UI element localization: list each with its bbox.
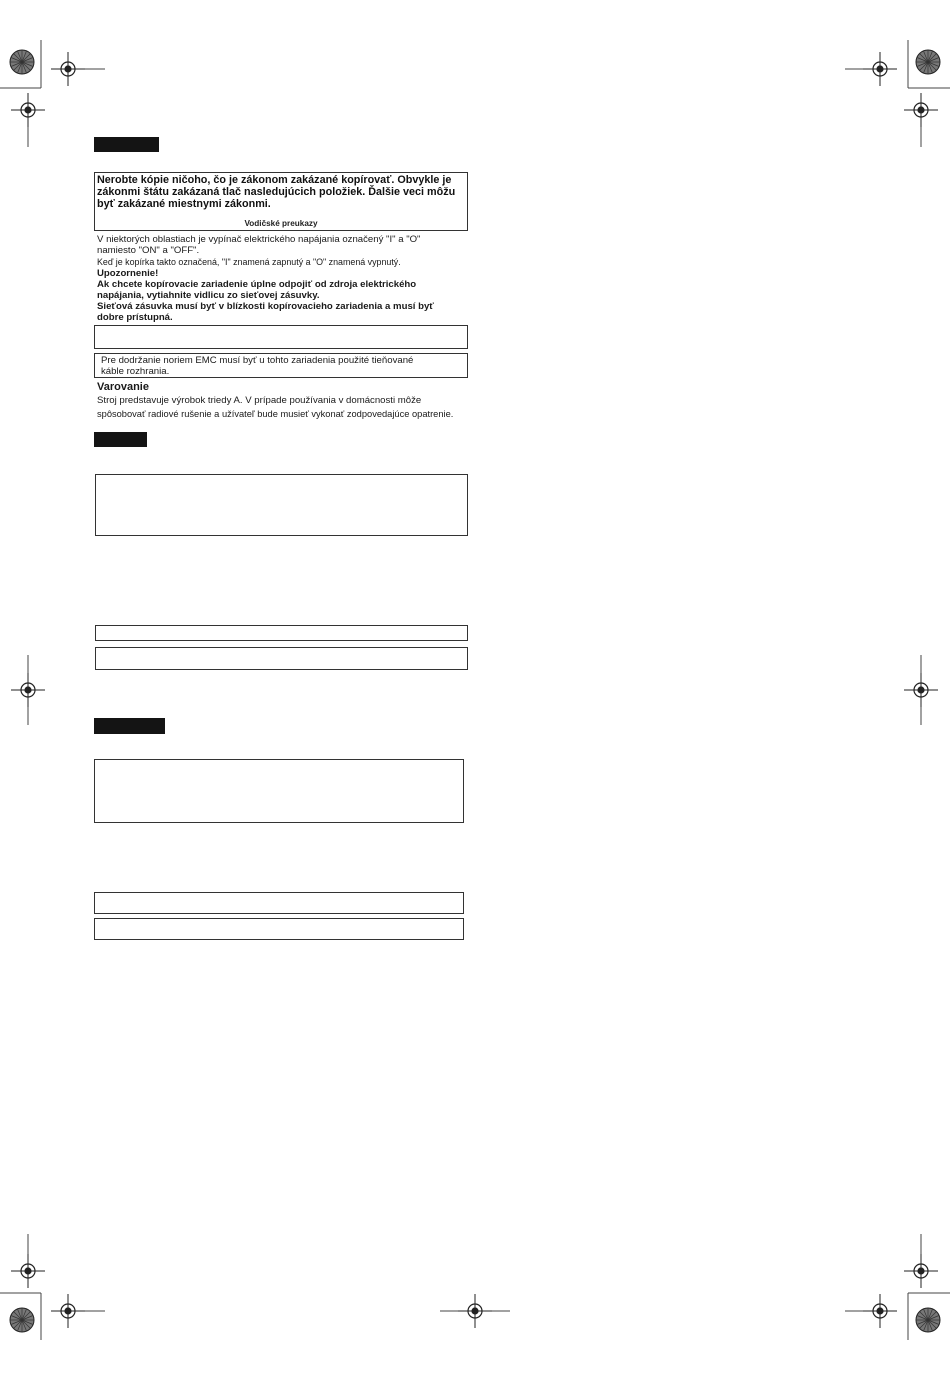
target-mark xyxy=(51,1294,85,1328)
target-mark xyxy=(458,1294,492,1328)
warning-title: Varovanie xyxy=(97,381,149,393)
section-tab-1 xyxy=(94,137,159,152)
empty-box-2 xyxy=(95,474,468,536)
emc-notice-line-2: káble rozhrania. xyxy=(101,366,170,377)
target-mark xyxy=(863,52,897,86)
power-switch-note-line-1: V niektorých oblastiach je vypínač elektrického napájania označený "I" a "O" xyxy=(97,234,421,245)
target-mark xyxy=(904,673,938,707)
caution-heading: Upozornenie! xyxy=(97,268,159,279)
legal-warning-box xyxy=(94,172,468,231)
empty-box-1 xyxy=(94,325,468,349)
starburst-mark-top-left xyxy=(10,50,34,74)
target-mark xyxy=(904,1254,938,1288)
legal-warning-line-2: zákonmi štátu zakázaná tlač nasledujúcich položiek. Ďalšie veci môžu xyxy=(97,186,456,198)
socket-note-line-1: Sieťová zásuvka musí byť v blízkosti kopírovacieho zariadenia a musí byť xyxy=(97,301,434,312)
empty-box-5 xyxy=(94,759,464,823)
target-mark xyxy=(11,93,45,127)
legal-warning-line-3: byť zakázané miestnymi zákonmi. xyxy=(97,198,271,210)
disconnect-note-line-2: napájania, vytiahnite vidlicu zo sieťovej zásuvky. xyxy=(97,290,320,301)
warning-line-1: Stroj predstavuje výrobok triedy A. V prípade používania v domácnosti môže xyxy=(97,395,422,406)
starburst-mark-top-right xyxy=(916,50,940,74)
empty-box-3 xyxy=(95,625,468,641)
target-mark xyxy=(51,52,85,86)
section-tab-2 xyxy=(94,432,147,447)
target-mark xyxy=(11,1254,45,1288)
empty-box-4 xyxy=(95,647,468,670)
legal-warning-caption: Vodičské preukazy xyxy=(244,219,318,228)
empty-box-6 xyxy=(94,892,464,914)
power-switch-note-line-2: namiesto "ON" a "OFF". xyxy=(97,245,200,256)
legal-warning-line-1: Nerobte kópie ničoho, čo je zákonom zakázané kopírovať. Obvykle je xyxy=(97,174,452,186)
starburst-mark-bottom-right xyxy=(916,1308,940,1332)
socket-note-line-2: dobre prístupná. xyxy=(97,312,173,323)
disconnect-note-line-1: Ak chcete kopírovacie zariadenie úplne odpojiť od zdroja elektrického xyxy=(97,279,417,290)
power-switch-note-line-3: Keď je kopírka takto označená, "I" znamená zapnutý a "O" znamená vypnutý. xyxy=(97,257,401,267)
target-mark xyxy=(904,93,938,127)
warning-line-2: spôsobovať radiové rušenie a užívateľ bude musieť vykonať zodpovedajúce opatrenie. xyxy=(97,409,454,419)
target-mark xyxy=(863,1294,897,1328)
empty-box-7 xyxy=(94,918,464,940)
section-tab-3 xyxy=(94,718,165,734)
emc-notice-line-1: Pre dodržanie noriem EMC musí byť u tohto zariadenia použité tieňované xyxy=(101,355,414,366)
emc-notice-box xyxy=(94,353,468,378)
starburst-mark-bottom-left xyxy=(10,1308,34,1332)
target-mark xyxy=(11,673,45,707)
